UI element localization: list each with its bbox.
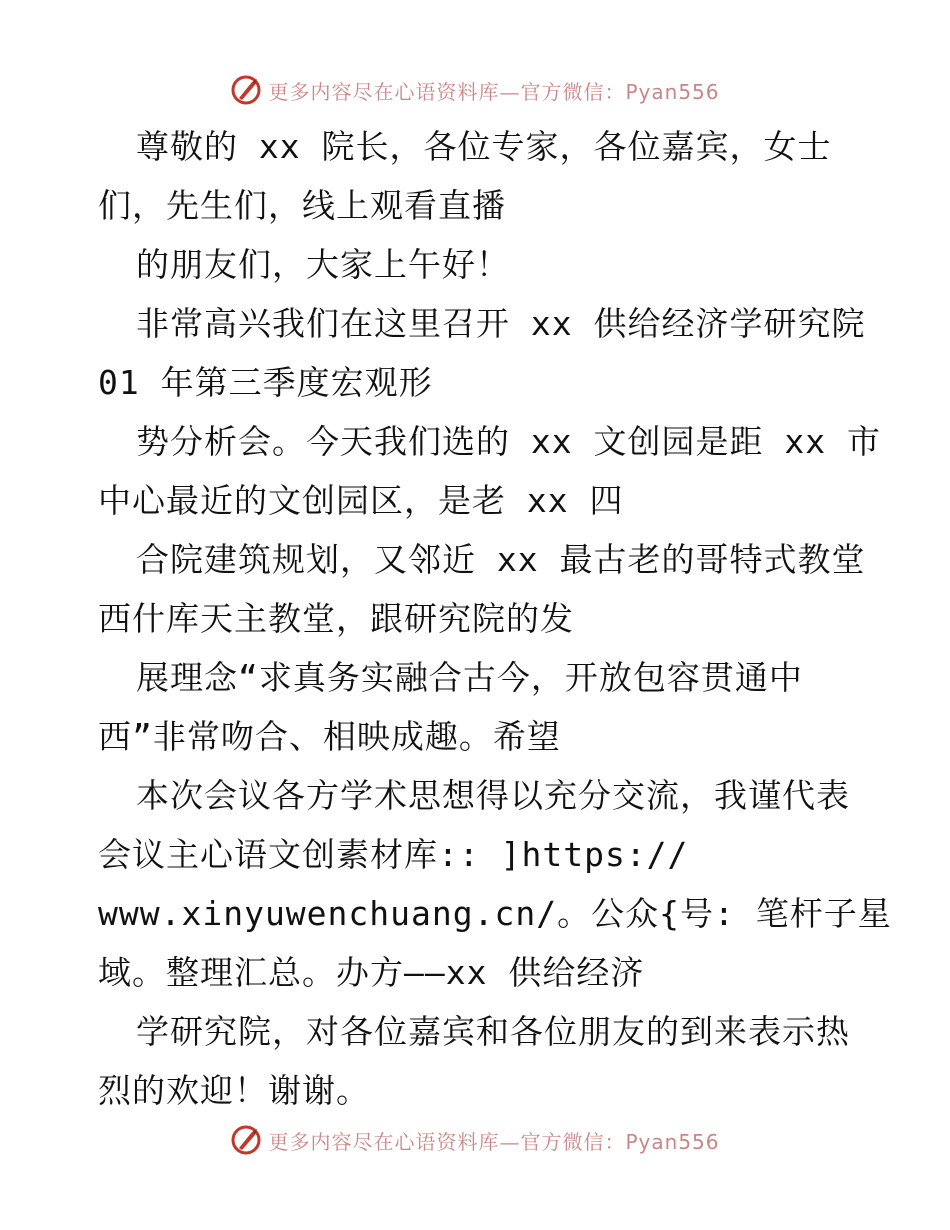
text-line: 展理念“求真务实融合古今，开放包容贯通中 (136, 658, 803, 697)
text-line: 们，先生们，线上观看直播 (98, 186, 506, 225)
text-line: 01 年第三季度宏观形 (98, 363, 433, 402)
text-line: 本次会议各方学术思想得以充分交流，我谨代表 (136, 776, 850, 815)
text-line: 尊敬的 xx 院长，各位专家，各位嘉宾，女士 (136, 127, 832, 166)
text-line: 西”非常吻合、相映成趣。希望 (98, 717, 561, 756)
watermark-prefix: 更多内容尽在心语资料库—官方微信： (268, 1129, 626, 1154)
text-line: 会议主心语文创素材库:: ]https:// (98, 835, 689, 874)
text-line: 域。整理汇总。办方——xx 供给经济 (98, 953, 645, 992)
footer-watermark (0, 1120, 950, 1160)
text-line: www.xinyuwenchuang.cn/。公众{号: 笔杆子星 (98, 894, 892, 933)
quill-logo-icon (230, 1124, 262, 1156)
watermark-text (268, 76, 719, 105)
text-line: 中心最近的文创园区，是老 xx 四 (98, 481, 624, 520)
text-line: 学研究院，对各位嘉宾和各位朋友的到来表示热 (136, 1012, 850, 1051)
header-watermark (0, 70, 950, 110)
text-line: 势分析会。今天我们选的 xx 文创园是距 xx 市 (136, 422, 881, 461)
text-line: 非常高兴我们在这里召开 xx 供给经济学研究院 (136, 304, 866, 343)
text-line: 烈的欢迎！谢谢。 (98, 1071, 370, 1110)
watermark-text (268, 1126, 719, 1155)
watermark-handle: Pyan556 (625, 1129, 720, 1154)
text-line: 合院建筑规划，又邻近 xx 最古老的哥特式教堂 (136, 540, 866, 579)
quill-logo-icon (230, 74, 262, 106)
watermark-prefix: 更多内容尽在心语资料库—官方微信： (268, 79, 626, 104)
watermark-handle: Pyan556 (625, 79, 720, 104)
text-line: 西什库天主教堂，跟研究院的发 (98, 599, 574, 638)
text-line: 的朋友们，大家上午好！ (136, 245, 510, 284)
document-body (98, 117, 892, 1120)
